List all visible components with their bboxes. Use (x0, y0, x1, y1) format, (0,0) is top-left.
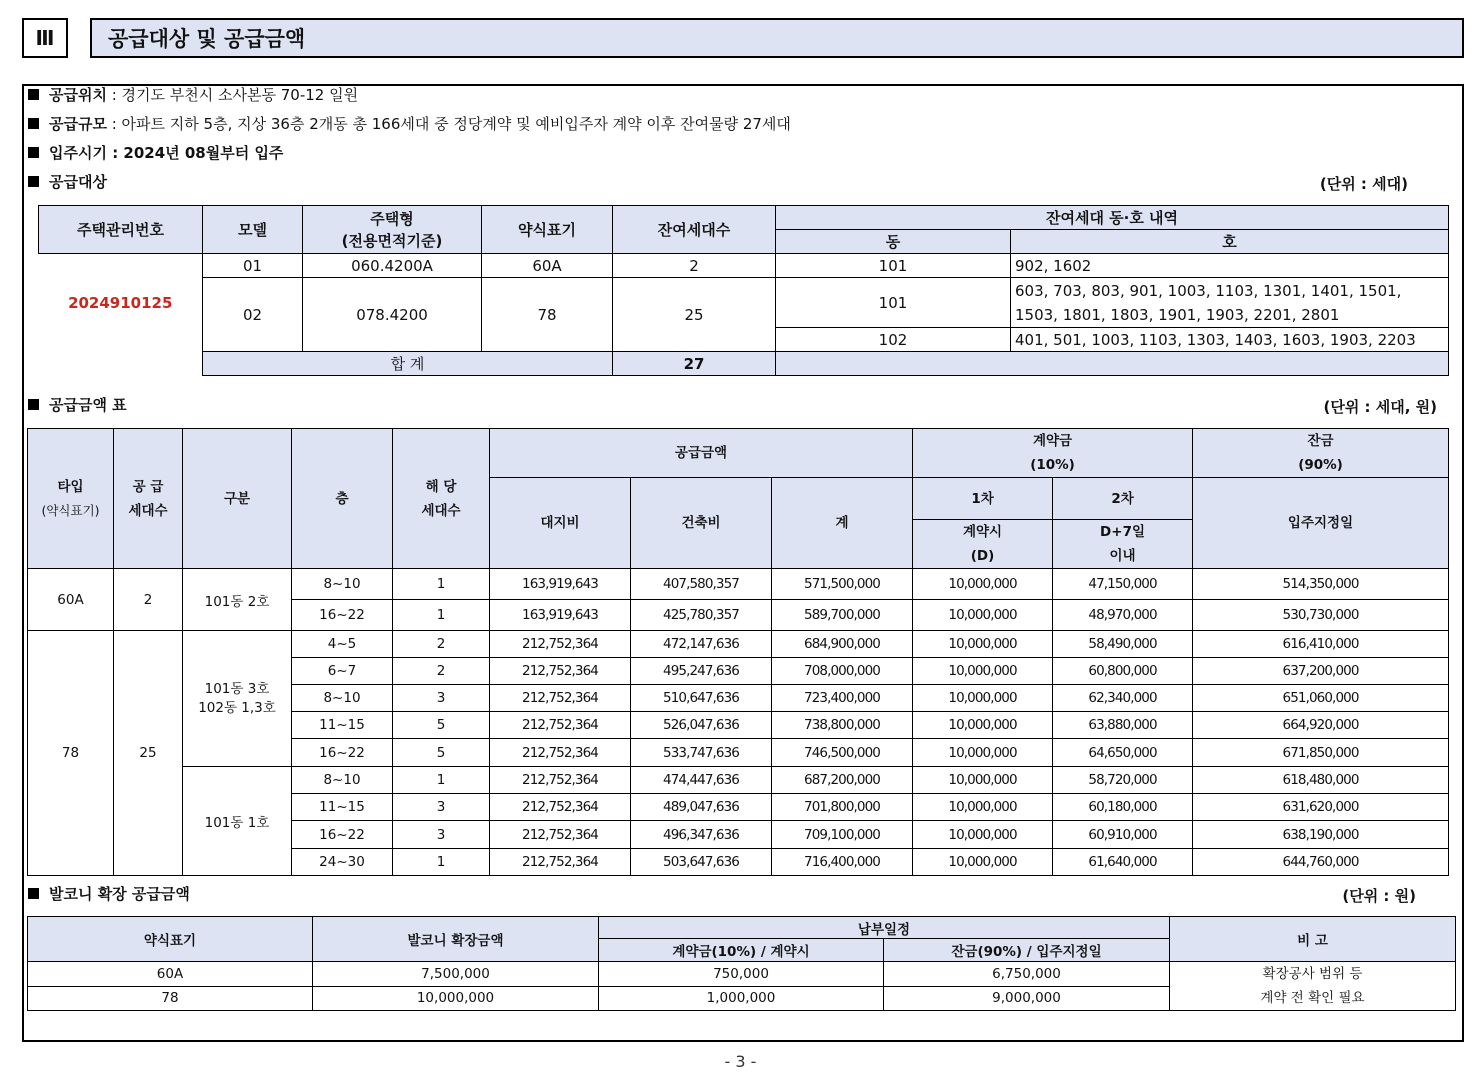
target-unit: (단위 : 세대) (1319, 175, 1408, 193)
header-first: 1차 (913, 478, 1053, 520)
total-cell: 684,900,000 (772, 631, 913, 658)
header-model: 모델 (203, 206, 303, 254)
header-building: 건축비 (631, 478, 772, 569)
building-cell: 489,047,636 (631, 794, 772, 821)
note-cell: 확장공사 범위 등 계약 전 확인 필요 (1170, 962, 1456, 1011)
balance-cell: 638,190,000 (1193, 821, 1449, 849)
header-supply-price: 공급금액 (490, 429, 913, 478)
table-row (39, 278, 1449, 328)
abbr-cell: 60A (28, 962, 313, 987)
building-cell: 533,747,636 (631, 739, 772, 767)
land-cell: 212,752,364 (490, 631, 631, 658)
building-cell: 496,347,636 (631, 821, 772, 849)
section-title: 공급대상 및 공급금액 (90, 18, 1464, 58)
header-deposit: 계약금 (10%) (913, 429, 1193, 478)
total-label: 합 계 (203, 352, 613, 376)
header-remaining: 잔여세대수 (613, 206, 776, 254)
division-cell: 101동 1호 (183, 767, 292, 876)
first-deposit-cell: 10,000,000 (913, 569, 1053, 600)
second-deposit-cell: 63,880,000 (1053, 712, 1193, 739)
bullet-square-icon (28, 176, 39, 187)
total-cell: 716,400,000 (772, 849, 913, 876)
land-cell: 163,919,643 (490, 600, 631, 631)
units-cell: 2 (393, 631, 490, 658)
info-label: 공급대상 (49, 173, 107, 191)
header-abbr: 약식표기 (28, 917, 313, 962)
header-second: 2차 (1053, 478, 1193, 520)
land-cell: 212,752,364 (490, 794, 631, 821)
header-balance: 잔금 (90%) (1193, 429, 1449, 478)
floor-cell: 16~22 (292, 821, 393, 849)
building-cell: 510,647,636 (631, 685, 772, 712)
first-deposit-cell: 10,000,000 (913, 600, 1053, 631)
second-deposit-cell: 48,970,000 (1053, 600, 1193, 631)
abbr-cell: 60A (482, 254, 613, 278)
deposit-cell: 750,000 (599, 962, 884, 987)
info-target-heading (28, 171, 107, 193)
header-second-sub: D+7일 이내 (1053, 520, 1193, 569)
header-balance: 잔금(90%) / 입주지정일 (884, 939, 1170, 962)
second-deposit-cell: 60,800,000 (1053, 658, 1193, 685)
bullet-square-icon (28, 399, 39, 410)
land-cell: 212,752,364 (490, 712, 631, 739)
header-amount: 발코니 확장금액 (313, 917, 599, 962)
land-cell: 212,752,364 (490, 739, 631, 767)
bullet-square-icon (28, 147, 39, 158)
dong-cell: 101 (776, 278, 1011, 328)
header-type: 주택형 (전용면적기준) (303, 206, 482, 254)
floor-cell: 6~7 (292, 658, 393, 685)
bullet-square-icon (28, 888, 39, 899)
total-cell: 723,400,000 (772, 685, 913, 712)
count-cell: 2 (613, 254, 776, 278)
model-cell: 02 (203, 278, 303, 352)
total-cell: 738,800,000 (772, 712, 913, 739)
building-cell: 472,147,636 (631, 631, 772, 658)
type-cell: 078.4200 (303, 278, 482, 352)
total-cell: 708,000,000 (772, 658, 913, 685)
first-deposit-cell: 10,000,000 (913, 685, 1053, 712)
total-cell: 687,200,000 (772, 767, 913, 794)
units-cell: 5 (393, 739, 490, 767)
building-cell: 526,047,636 (631, 712, 772, 739)
total-row (39, 352, 1449, 376)
table-row (28, 631, 1449, 658)
header-land: 대지비 (490, 478, 631, 569)
first-deposit-cell: 10,000,000 (913, 767, 1053, 794)
building-cell: 495,247,636 (631, 658, 772, 685)
type-cell: 78 (28, 631, 114, 876)
header-detail: 잔여세대 동·호 내역 (776, 206, 1449, 230)
info-label: 공급금액 표 (49, 396, 127, 414)
floor-cell: 16~22 (292, 600, 393, 631)
units-cell: 1 (393, 600, 490, 631)
header-floor: 층 (292, 429, 393, 569)
header-mgmt-no: 주택관리번호 (39, 206, 203, 254)
first-deposit-cell: 10,000,000 (913, 794, 1053, 821)
first-deposit-cell: 10,000,000 (913, 739, 1053, 767)
deposit-cell: 1,000,000 (599, 986, 884, 1011)
floor-cell: 8~10 (292, 685, 393, 712)
second-deposit-cell: 58,490,000 (1053, 631, 1193, 658)
second-deposit-cell: 61,640,000 (1053, 849, 1193, 876)
ho-cell: 902, 1602 (1011, 254, 1449, 278)
second-deposit-cell: 47,150,000 (1053, 569, 1193, 600)
floor-cell: 4~5 (292, 631, 393, 658)
count-cell: 25 (613, 278, 776, 352)
section-number: Ⅲ (22, 18, 68, 58)
balance-cell: 637,200,000 (1193, 658, 1449, 685)
price-unit: (단위 : 세대, 원) (1323, 398, 1437, 416)
header-schedule: 납부일정 (599, 917, 1170, 939)
header-units: 해 당 세대수 (393, 429, 490, 569)
building-cell: 503,647,636 (631, 849, 772, 876)
amount-cell: 7,500,000 (313, 962, 599, 987)
division-cell: 101동 2호 (183, 569, 292, 631)
balcony-unit: (단위 : 원) (1342, 887, 1416, 905)
table-row (39, 254, 1449, 278)
building-cell: 474,447,636 (631, 767, 772, 794)
second-deposit-cell: 62,340,000 (1053, 685, 1193, 712)
floor-cell: 11~15 (292, 712, 393, 739)
total-cell: 701,800,000 (772, 794, 913, 821)
table-row (28, 767, 1449, 794)
info-movein (28, 142, 283, 164)
balance-cell: 664,920,000 (1193, 712, 1449, 739)
bullet-square-icon (28, 89, 39, 100)
units-cell: 1 (393, 767, 490, 794)
info-value: : 2024년 08월부터 입주 (106, 144, 284, 162)
header-note: 비 고 (1170, 917, 1456, 962)
header-first-sub: 계약시 (D) (913, 520, 1053, 569)
floor-cell: 16~22 (292, 739, 393, 767)
units-cell: 5 (393, 712, 490, 739)
target-table (38, 205, 1449, 376)
balance-cell: 644,760,000 (1193, 849, 1449, 876)
bullet-square-icon (28, 118, 39, 129)
info-label: 공급위치 (49, 86, 107, 104)
floor-cell: 8~10 (292, 767, 393, 794)
balance-cell: 6,750,000 (884, 962, 1170, 987)
info-label: 공급규모 (49, 115, 107, 133)
units-cell: 3 (393, 685, 490, 712)
floor-cell: 11~15 (292, 794, 393, 821)
ho-cell: 401, 501, 1003, 1103, 1303, 1403, 1603, 1903, 2203 (1011, 328, 1449, 352)
header-deposit: 계약금(10%) / 계약시 (599, 939, 884, 962)
abbr-cell: 78 (28, 986, 313, 1011)
header-dong: 동 (776, 230, 1011, 254)
balcony-table (27, 916, 1456, 1011)
land-cell: 212,752,364 (490, 685, 631, 712)
land-cell: 212,752,364 (490, 849, 631, 876)
floor-cell: 24~30 (292, 849, 393, 876)
total-cell: 709,100,000 (772, 821, 913, 849)
units-cell: 1 (393, 849, 490, 876)
land-cell: 212,752,364 (490, 821, 631, 849)
header-division: 구분 (183, 429, 292, 569)
first-deposit-cell: 10,000,000 (913, 849, 1053, 876)
land-cell: 212,752,364 (490, 767, 631, 794)
dong-cell: 101 (776, 254, 1011, 278)
balance-cell: 514,350,000 (1193, 569, 1449, 600)
info-balcony-heading (28, 883, 190, 905)
balance-cell: 671,850,000 (1193, 739, 1449, 767)
units-cell: 1 (393, 569, 490, 600)
info-scale (28, 113, 791, 135)
type-cell: 60A (28, 569, 114, 631)
balance-cell: 530,730,000 (1193, 600, 1449, 631)
info-location (28, 84, 358, 106)
total-cell: 589,700,000 (772, 600, 913, 631)
units-cell: 2 (393, 658, 490, 685)
price-table (27, 428, 1449, 876)
amount-cell: 10,000,000 (313, 986, 599, 1011)
info-label: 입주시기 (49, 144, 107, 162)
section-header (22, 18, 1464, 58)
total-value: 27 (613, 352, 776, 376)
info-price-heading (28, 394, 127, 416)
second-deposit-cell: 60,180,000 (1053, 794, 1193, 821)
header-type: 타입 (약식표기) (28, 429, 114, 569)
total-cell: 571,500,000 (772, 569, 913, 600)
first-deposit-cell: 10,000,000 (913, 821, 1053, 849)
first-deposit-cell: 10,000,000 (913, 712, 1053, 739)
balance-cell: 616,410,000 (1193, 631, 1449, 658)
type-cell: 060.4200A (303, 254, 482, 278)
table-row (28, 569, 1449, 600)
balance-cell: 651,060,000 (1193, 685, 1449, 712)
division-cell: 101동 3호 102동 1,3호 (183, 631, 292, 767)
header-abbr: 약식표기 (482, 206, 613, 254)
balance-cell: 9,000,000 (884, 986, 1170, 1011)
dong-cell: 102 (776, 328, 1011, 352)
total-cell: 746,500,000 (772, 739, 913, 767)
page-number: - 3 - (724, 1052, 757, 1071)
second-deposit-cell: 64,650,000 (1053, 739, 1193, 767)
ho-cell: 603, 703, 803, 901, 1003, 1103, 1301, 1401, 1501, 1503, 1801, 1803, 1901, 1903, 2201, 2801 (1011, 278, 1449, 328)
units-cell: 3 (393, 821, 490, 849)
model-cell: 01 (203, 254, 303, 278)
supply-cell: 2 (114, 569, 183, 631)
balance-cell: 631,620,000 (1193, 794, 1449, 821)
balance-cell: 618,480,000 (1193, 767, 1449, 794)
table-row (28, 962, 1456, 987)
second-deposit-cell: 60,910,000 (1053, 821, 1193, 849)
info-value: : 아파트 지하 5층, 지상 36층 2개동 총 166세대 중 정당계약 및 예비입주자 계약 이후 잔여물량 27세대 (106, 115, 791, 133)
abbr-cell: 78 (482, 278, 613, 352)
land-cell: 212,752,364 (490, 658, 631, 685)
building-cell: 407,580,357 (631, 569, 772, 600)
header-total: 계 (772, 478, 913, 569)
land-cell: 163,919,643 (490, 569, 631, 600)
building-cell: 425,780,357 (631, 600, 772, 631)
supply-cell: 25 (114, 631, 183, 876)
second-deposit-cell: 58,720,000 (1053, 767, 1193, 794)
mgmt-no: 2024910125 (39, 254, 203, 352)
floor-cell: 8~10 (292, 569, 393, 600)
header-supply: 공 급 세대수 (114, 429, 183, 569)
first-deposit-cell: 10,000,000 (913, 631, 1053, 658)
header-ho: 호 (1011, 230, 1449, 254)
info-label: 발코니 확장 공급금액 (49, 885, 190, 903)
info-value: : 경기도 부천시 소사본동 70-12 일원 (106, 86, 359, 104)
units-cell: 3 (393, 794, 490, 821)
header-balance-sub: 입주지정일 (1193, 478, 1449, 569)
first-deposit-cell: 10,000,000 (913, 658, 1053, 685)
